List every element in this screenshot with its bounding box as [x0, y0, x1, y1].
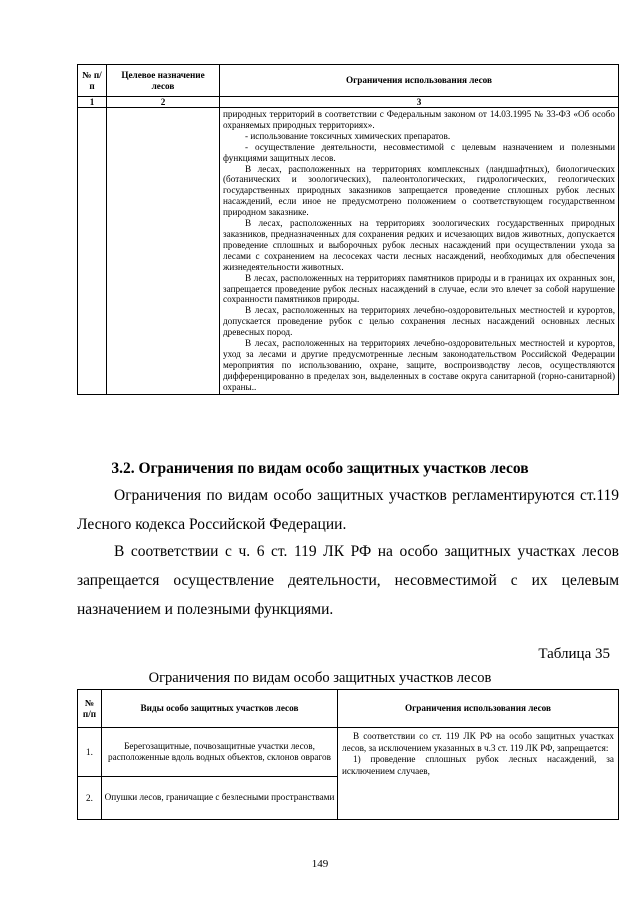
table-row: [78, 728, 619, 777]
restriction-paragraph: - использование токсичных химических препаратов.: [245, 130, 451, 141]
table2-header-num: № п/п: [78, 690, 102, 728]
table2-restrictions-cell: [338, 728, 619, 820]
section-heading: 3.2. Ограничения по видам особо защитных участков лесов: [111, 460, 529, 477]
restriction-paragraph: В лесах, расположенных на территориях комплексных (ландшафтных), биологических (ботанических и зоологических), палеонтологических, гидрологических, геологических государственных природных заказников запрещается проведение сплошных рубок лесных насаждений, если иное не предусмотрено положением о соответствующем государственном природном заказнике.: [223, 163, 615, 218]
page-number: 149: [311, 858, 329, 870]
table2-header-row: [78, 690, 619, 728]
table-number-label: Таблица 35: [538, 646, 610, 662]
restriction-paragraph: В лесах, расположенных на территориях лечебно-оздоровительных местностей и курортов, уход за лесами и другие предусмотренные лесным законодательством Российской Федерации мероприятия по использованию, охране, защите, воспроизводству лесов, осуществляются дифференцированно в пределах зон, выделенных в составе округа санитарной (горно-санитарной) охраны..: [223, 338, 615, 392]
table2-header-types: Виды особо защитных участков лесов: [102, 690, 338, 728]
table1-colnum-1: 1: [78, 97, 107, 108]
restriction-paragraph: В лесах, расположенных на территориях зоологических государственных природных заказников, предназначенных для сохранения редких и исчезающих видов животных, допускается проведение сплошных и выборочных рубок лесных насаждений при осуществлении ухода за лесами с сохранением на лесосеках части лесных насаждений, необходимых для обеспечения жизнедеятельности животных.: [223, 218, 615, 272]
table1-column-numbers-row: [78, 97, 619, 108]
table1-colnum-3: 3: [220, 97, 619, 108]
section-paragraph-1: Ограничения по видам особо защитных участков регламентируются ст.119 Лесного кодекса Российской Федерации.: [77, 487, 619, 533]
table2-row-type: Опушки лесов, граничащие с безлесными пространствами: [102, 777, 338, 820]
table2-restriction-item: 1) проведение сплошных рубок лесных насаждений, за исключением случаев,: [342, 754, 614, 776]
table1-header-restrictions: Ограничения использования лесов: [220, 65, 619, 97]
restriction-paragraph: природных территорий в соответствии с Федеральным законом от 14.03.1995 № 33-ФЗ «Об особо охраняемых природных территориях».: [223, 109, 615, 130]
table1-num-cell: [78, 108, 107, 395]
table-caption: Ограничения по видам особо защитных участков лесов: [148, 670, 492, 686]
table2-row-type: Берегозащитные, почвозащитные участки лесов, расположенные вдоль водных объектов, склонов оврагов: [102, 728, 338, 777]
table1-purpose-cell: [107, 108, 220, 395]
table2-row-num: 2.: [78, 777, 102, 820]
table2-header-restrictions: Ограничения использования лесов: [338, 690, 619, 728]
restriction-paragraph: - осуществление деятельности, несовместимой с целевым назначением и полезными функциями защитных лесов.: [223, 141, 615, 163]
restriction-paragraph: В лесах, расположенных на территориях лечебно-оздоровительных местностей и курортов, допускается проведение рубок с целью сохранения лесных насаждений основных лесных древесных пород.: [223, 305, 615, 338]
table1-header-purpose: Целевое назначение лесов: [107, 65, 220, 97]
table1-colnum-2: 2: [107, 97, 220, 108]
table1-restrictions-cell: [220, 108, 619, 395]
table2-restriction-intro: В соответствии со ст. 119 ЛК РФ на особо защитных участках лесов, за исключением указанных в ч.3 ст. 119 ЛК РФ, запрещается:: [342, 731, 614, 753]
table2-row-num: 1.: [78, 728, 102, 777]
section-paragraph-2: В соответствии с ч. 6 ст. 119 ЛК РФ на особо защитных участках лесов запрещается осуществление деятельности, несовместимой с их целевым назначением и полезными функциями.: [77, 543, 619, 618]
table1-body-row: [78, 108, 619, 395]
restriction-paragraph: В лесах, расположенных на территориях памятников природы и в границах их охранных зон, запрещается проведение рубок лесных насаждений в случае, если это влечет за собой нарушение сохранности памятников природы.: [223, 272, 615, 305]
protected-areas-table: [77, 689, 619, 820]
table1-header-row: [78, 65, 619, 97]
restrictions-table-continued: [77, 64, 619, 395]
table1-header-num: № п/п: [78, 65, 107, 97]
